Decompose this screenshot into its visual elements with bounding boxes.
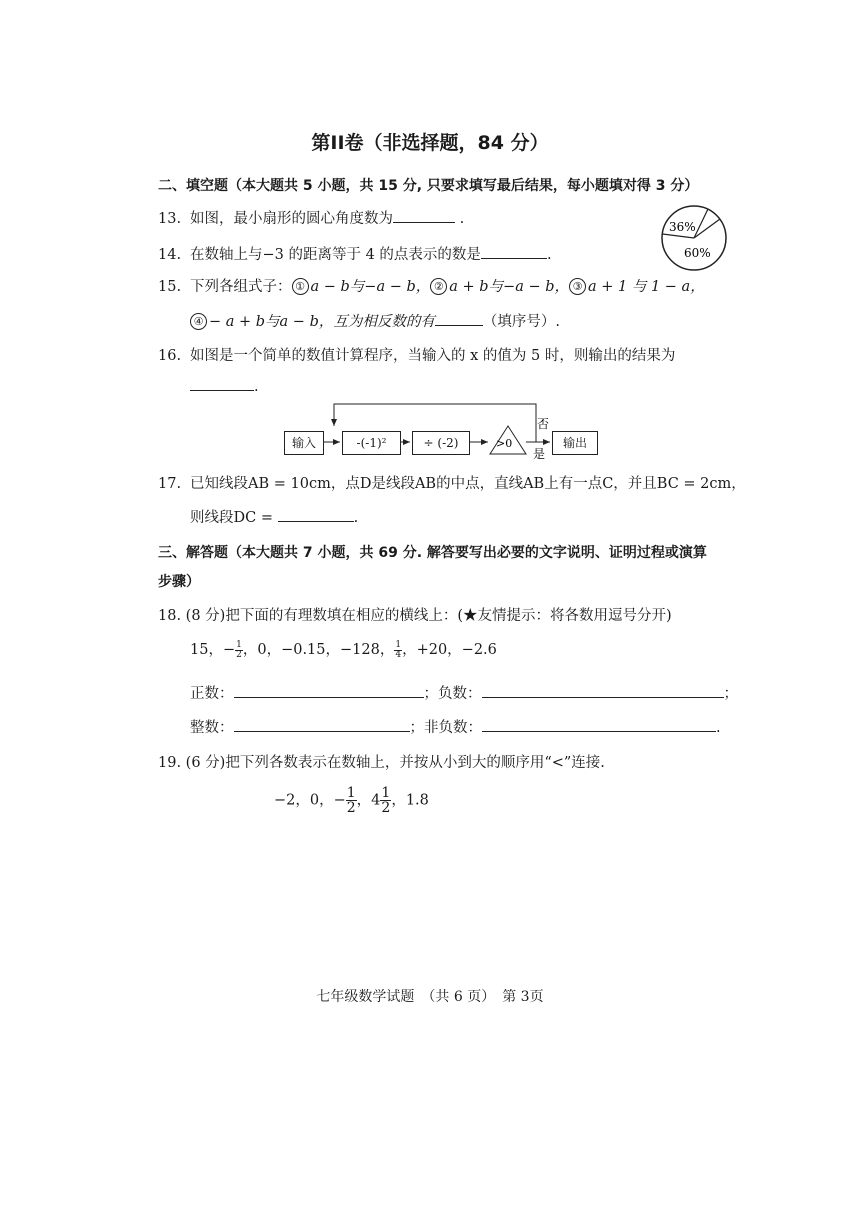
number-list-part: 15，− (190, 642, 236, 658)
question-text: 则线段DC = (190, 510, 273, 526)
period: . (459, 211, 465, 227)
number-list-part: ，1.8 (391, 792, 429, 809)
option-marker-3: ③ (569, 278, 586, 295)
question-text: 下列各组式子： (190, 279, 292, 295)
question-17-line-2 (190, 506, 358, 527)
answer-blank (481, 244, 547, 259)
option-1: a − b与−a − b， (310, 279, 431, 295)
page-title: 第II卷（非选择题，84 分） (311, 132, 549, 154)
period: . (546, 247, 552, 263)
question-text: 在数轴上与−3 的距离等于 4 的点表示的数是 (190, 247, 481, 263)
option-2: a + b与−a − b， (449, 279, 569, 295)
answer-blank (435, 311, 483, 326)
question-text: 如图是一个简单的数值计算程序，当输入的 x 的值为 5 时，则输出的结果为 (190, 348, 676, 364)
question-18-numbers (190, 638, 497, 660)
positive-label: 正数： (190, 686, 234, 702)
fraction-one-half (235, 641, 243, 660)
integer-blank (234, 717, 410, 732)
denominator: 2 (381, 800, 391, 816)
pie-divider-right (694, 219, 720, 238)
numerator: 1 (381, 785, 391, 801)
question-text: 如图，最小扇形的圆心角度数为 (190, 211, 393, 227)
question-18: 18. (8 分)把下面的有理数填在相应的横线上：(★友情提示：将各数用逗号分开) (158, 608, 672, 624)
label-yes: 是 (533, 447, 546, 461)
positive-blank (234, 683, 424, 698)
answer-blank (393, 208, 455, 223)
question-16 (158, 344, 675, 365)
question-number: 14. (158, 247, 182, 263)
condition-label: >0 (496, 437, 513, 450)
number-list-part: ，+20，−2.6 (402, 642, 497, 658)
pie-divider-left (663, 234, 695, 238)
question-18-row-2 (190, 716, 721, 737)
semicolon: ； (723, 686, 738, 702)
answer-blank (190, 376, 254, 391)
number-list-part: ，0，−0.15，−128， (242, 642, 395, 658)
hint: （填序号）. (482, 314, 560, 330)
nonnegative-blank (482, 717, 716, 732)
question-18-row-1 (190, 682, 738, 703)
numerator: 1 (236, 639, 242, 650)
flow-op2-box: ÷ (-2) (412, 431, 470, 455)
number-list-part: −2，0，− (274, 792, 346, 809)
pie-divider-top (694, 209, 708, 238)
question-19: 19. (6 分)把下列各数表示在数轴上，并按从小到大的顺序用“<”连接. (158, 755, 605, 771)
question-text: 已知线段AB = 10cm，点D是线段AB的中点，直线AB上有一点C，并且BC = 2cm， (190, 476, 746, 492)
question-13 (158, 207, 464, 228)
question-16-answer (190, 376, 259, 395)
fraction-one-quarter (394, 641, 402, 660)
period: . (254, 379, 259, 395)
period: . (716, 720, 721, 736)
pie-label-36: 36% (669, 220, 696, 234)
pie-chart-figure (660, 204, 728, 272)
flow-output-box: 输出 (552, 431, 598, 455)
flowchart (280, 396, 600, 462)
question-19-numbers (274, 786, 429, 815)
denominator: 4 (395, 649, 402, 660)
label-no: 否 (537, 417, 550, 431)
option-3: a + 1 与 1 − a， (588, 279, 705, 295)
period: . (353, 510, 359, 526)
question-14 (158, 243, 552, 264)
section-3-heading-cont: 步骤） (158, 574, 200, 590)
section-3-heading: 三、解答题（本大题共 7 小题，共 69 分. 解答要写出必要的文字说明、证明过程或演算 (158, 545, 707, 561)
question-15 (158, 275, 705, 296)
question-number: 13. (158, 211, 182, 227)
number-list-part: ，4 (356, 792, 381, 809)
negative-label: ；负数： (423, 686, 482, 702)
nonnegative-label: ；非负数： (409, 720, 482, 736)
denominator: 2 (346, 800, 356, 816)
fraction-mixed-half (380, 786, 391, 815)
question-17 (158, 472, 746, 493)
option-marker-4: ④ (190, 313, 207, 330)
fraction-one-half (346, 786, 357, 815)
integer-label: 整数： (190, 720, 234, 736)
question-15-line-2 (190, 310, 560, 331)
question-number: 15. (158, 279, 182, 295)
pie-label-60: 60% (684, 246, 711, 260)
page-footer: 七年级数学试题 （共 6 页） 第 3页 (316, 989, 544, 1005)
flow-op1-box: -(-1)² (342, 431, 401, 455)
section-2-heading: 二、填空题（本大题共 5 小题，共 15 分, 只要求填写最后结果，每小题填对得 3 分） (158, 178, 699, 194)
option-marker-2: ② (430, 278, 447, 295)
numerator: 1 (395, 639, 402, 650)
option-marker-1: ① (292, 278, 309, 295)
question-number: 17. (158, 476, 182, 492)
question-number: 16. (158, 348, 182, 364)
answer-blank (278, 507, 354, 522)
flow-input-box: 输入 (284, 431, 324, 455)
numerator: 1 (346, 785, 356, 801)
negative-blank (482, 683, 724, 698)
denominator: 2 (236, 649, 242, 660)
option-4: − a + b与a − b，互为相反数的有 (209, 314, 435, 330)
